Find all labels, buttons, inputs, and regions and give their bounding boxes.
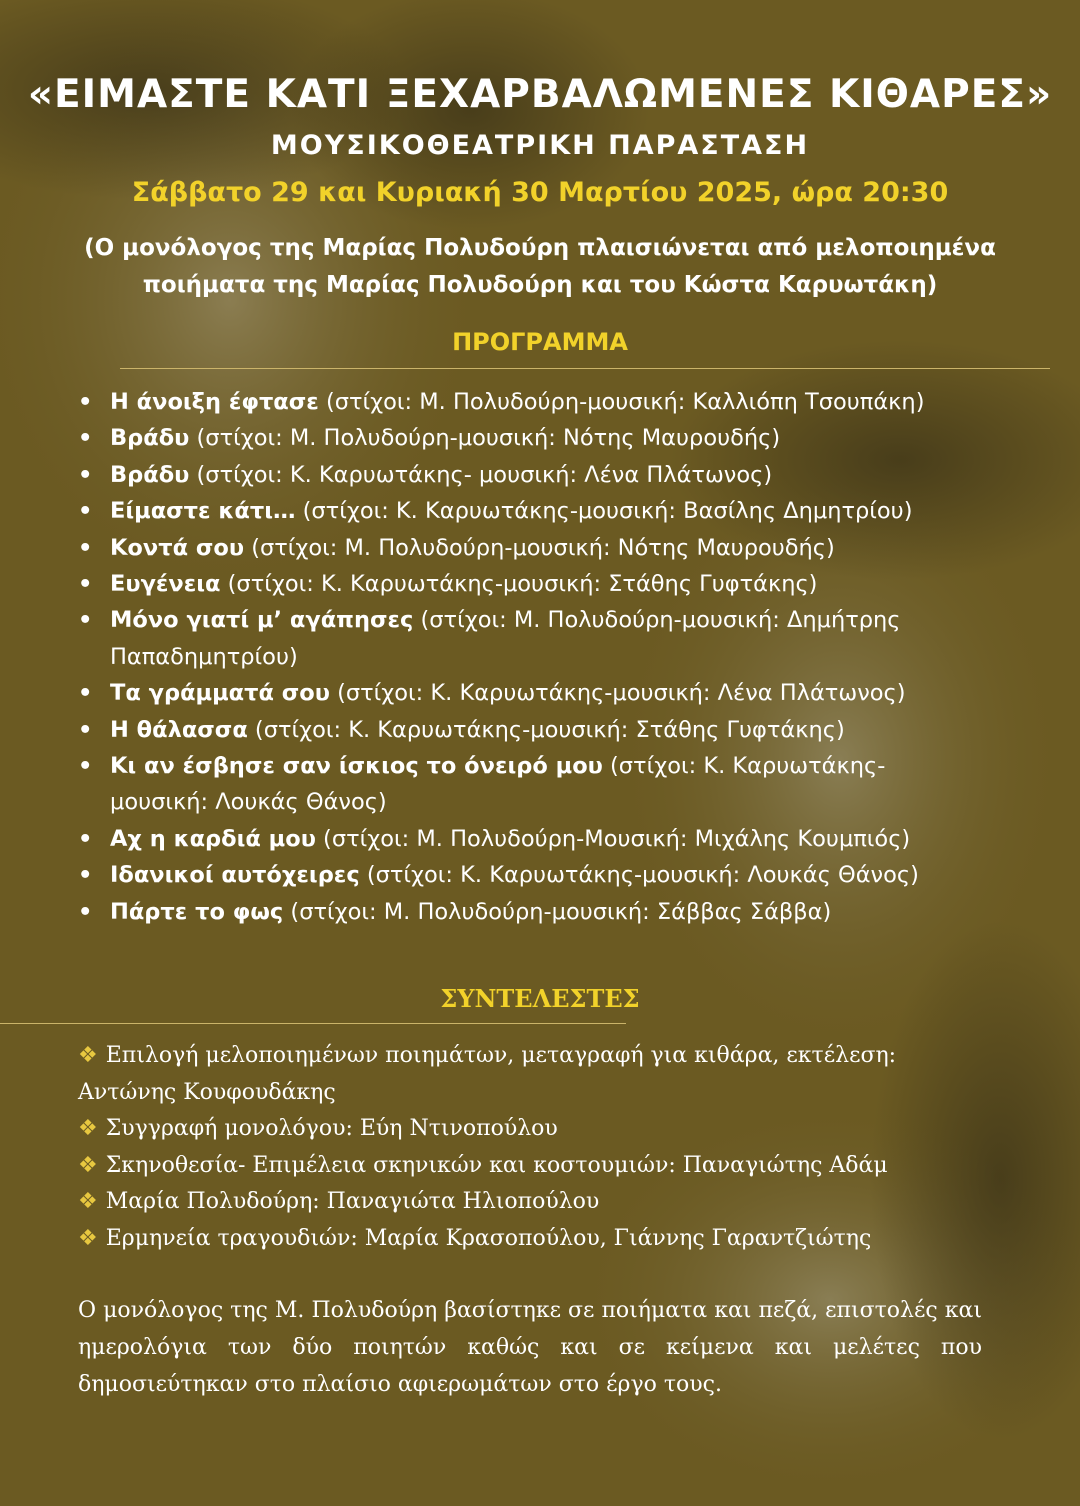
diamond-bullet-icon: ❖ (78, 1225, 98, 1251)
program-item (78, 530, 968, 566)
credit-text: Μαρία Πολυδούρη: Παναγιώτα Ηλιοπούλου (105, 1189, 600, 1215)
program-item (78, 857, 968, 893)
bullet-icon: • (78, 716, 93, 743)
poster-title: «ΕΙΜΑΣΤΕ ΚΑΤΙ ΞΕΧΑΡΒΑΛΩΜΕΝΕΣ ΚΙΘΑΡΕΣ» (27, 72, 1053, 117)
program-divider (120, 368, 1050, 369)
program-item (78, 566, 968, 602)
song-credits: (στίχοι: Μ. Πολυδούρη-μουσική: Σάββας Σάββα) (283, 898, 832, 925)
song-credits: (στίχοι: Μ. Πολυδούρη-μουσική: Νότης Μαυρουδής) (189, 425, 781, 452)
program-item (78, 675, 968, 711)
song-credits: (στίχοι: Κ. Καρυωτάκης- μουσική: Λένα Πλάτωνος) (189, 461, 773, 488)
song-credits: (στίχοι: Μ. Πολυδούρη-Μουσική: Μιχάλης Κουμπιός) (315, 825, 911, 852)
credit-text: Συγγραφή μονολόγου: Εύη Ντινοπούλου (105, 1116, 558, 1142)
diamond-bullet-icon: ❖ (78, 1043, 98, 1068)
credit-item (78, 1038, 978, 1111)
credit-item (78, 1184, 978, 1221)
song-credits: (στίχοι: Κ. Καρυωτάκης-μουσική: Λουκάς Θάνος) (359, 862, 919, 889)
bullet-icon: • (78, 607, 93, 634)
program-item (78, 420, 968, 456)
song-title: Ευγένεια (110, 571, 221, 598)
credits-heading: ΣΥΝΤΕΛΕΣΤΕΣ (440, 984, 640, 1013)
intro-note: (Ο μονόλογος της Μαρίας Πολυδούρη πλαισιώνεται από μελοποιημένα ποιήματα της Μαρίας Πολυδούρη και του Κώστα Καρυωτάκη) (84, 235, 996, 298)
credits-divider (0, 1023, 626, 1024)
song-credits: (στίχοι: Κ. Καρυωτάκης-μουσική: Στάθης Γυφτάκης) (247, 716, 845, 743)
credit-item (78, 1221, 978, 1258)
program-item (78, 493, 968, 529)
song-credits: (στίχοι: Κ. Καρυωτάκης-μουσική: Στάθης Γυφτάκης) (220, 571, 818, 598)
bullet-icon: • (78, 571, 93, 598)
song-credits: (στίχοι: Μ. Πολυδούρη-μουσική: Δημήτρης Παπαδημητρίου) (110, 607, 901, 670)
diamond-bullet-icon: ❖ (78, 1116, 98, 1142)
program-item (78, 602, 968, 675)
song-title: Βράδυ (110, 461, 190, 488)
diamond-bullet-icon: ❖ (78, 1189, 98, 1215)
song-credits: (στίχοι: Μ. Πολυδούρη-μουσική: Καλλιόπη Τσουπάκη) (318, 389, 925, 415)
song-title: Ιδανικοί αυτόχειρες (110, 862, 360, 889)
credit-text: Επιλογή μελοποιημένων ποιημάτων, μεταγραφή για κιθάρα, εκτέλεση: Αντώνης Κουφουδάκης (78, 1043, 897, 1105)
credit-text: Σκηνοθεσία- Επιμέλεια σκηνικών και κοστουμιών: Παναγιώτης Αδάμ (105, 1152, 888, 1178)
credit-text: Ερμηνεία τραγουδιών: Μαρία Κρασοπούλου, Γιάννης Γαραντζιώτης (105, 1225, 872, 1251)
bullet-icon: • (78, 680, 93, 707)
song-title: Κοντά σου (110, 534, 245, 561)
song-title: Είμαστε κάτι… (110, 498, 296, 525)
credit-item (78, 1111, 978, 1148)
program-heading: ΠΡΟΓΡΑΜΜΑ (452, 328, 628, 356)
bullet-icon: • (78, 498, 93, 525)
closing-paragraph: Ο μονόλογος της Μ. Πολυδούρη βασίστηκε σε ποιήματα και πεζά, επιστολές και ημερολόγια των δύο ποιητών καθώς και σε κείμενα και μελέτες που δημοσιεύτηκαν στο πλαίσιο αφιερωμάτων στο έργο τους. (78, 1298, 982, 1397)
program-item (78, 748, 968, 821)
program-item (78, 821, 968, 857)
program-item (78, 457, 968, 493)
song-credits: (στίχοι: Κ. Καρυωτάκης-μουσική: Βασίλης Δημητρίου) (295, 498, 913, 525)
program-item (78, 894, 968, 930)
bullet-icon: • (78, 825, 93, 852)
bullet-icon: • (78, 898, 93, 925)
song-title: Βράδυ (110, 425, 190, 452)
song-title: Πάρτε το φως (110, 898, 284, 925)
bullet-icon: • (78, 389, 93, 415)
song-credits: (στίχοι: Κ. Καρυωτάκης-μουσική: Λουκάς Θάνος) (110, 753, 886, 816)
bullet-icon: • (78, 461, 93, 488)
bullet-icon: • (78, 534, 93, 561)
song-credits: (στίχοι: Μ. Πολυδούρη-μουσική: Νότης Μαυρουδής) (244, 534, 835, 561)
bullet-icon: • (78, 753, 93, 780)
song-title: Η θάλασσα (110, 716, 248, 743)
song-title: Η άνοιξη έφτασε (110, 389, 319, 415)
program-item (78, 712, 968, 748)
credit-item (78, 1148, 978, 1185)
diamond-bullet-icon: ❖ (78, 1152, 98, 1178)
bullet-icon: • (78, 862, 93, 889)
song-credits: (στίχοι: Κ. Καρυωτάκης-μουσική: Λένα Πλάτωνος) (329, 680, 906, 707)
program-list (78, 384, 968, 930)
poster-subtitle: ΜΟΥΣΙΚΟΘΕΑΤΡΙΚΗ ΠΑΡΑΣΤΑΣΗ (270, 130, 810, 161)
song-title: Τα γράμματά σου (110, 680, 330, 707)
performance-date: Σάββατο 29 και Κυριακή 30 Μαρτίου 2025, ώρα 20:30 (131, 177, 949, 208)
bullet-icon: • (78, 425, 93, 452)
program-item (78, 384, 968, 420)
song-title: Αχ η καρδιά μου (110, 825, 316, 852)
song-title: Μόνο γιατί μ’ αγάπησες (110, 607, 414, 634)
credits-list (78, 1038, 978, 1258)
song-title: Κι αν έσβησε σαν ίσκιος το όνειρό μου (110, 753, 603, 780)
